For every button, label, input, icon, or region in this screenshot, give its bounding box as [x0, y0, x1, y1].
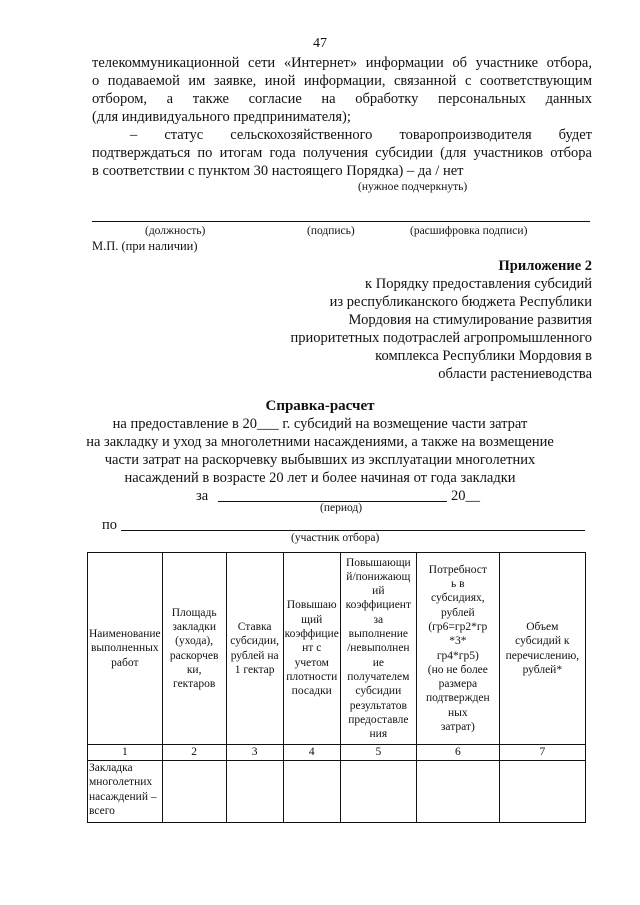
appendix-title: Приложение 2 [498, 258, 592, 274]
header-cell-7: Объем субсидий к перечислению, рублей* [499, 553, 585, 745]
column-number: 4 [283, 745, 340, 761]
participant-line [121, 530, 585, 531]
intro-line: в соответствии с пунктом 30 настоящего Порядка) – да / нет [92, 163, 464, 179]
calc-title: Справка-расчет [265, 398, 375, 414]
subsidy-table [87, 552, 586, 823]
column-number: 7 [499, 745, 585, 761]
page-number: 47 [313, 36, 327, 51]
header-cell-2: Площадь закладки (ухода), раскорчев ки, гектаров [162, 553, 226, 745]
intro-line: подтверждаться по итогам года получения субсидии (для участников отбора [92, 145, 592, 161]
column-number: 6 [416, 745, 499, 761]
period-caption: (период) [320, 502, 363, 514]
signature-line [92, 221, 590, 222]
header-cell-3: Ставка субсидии, рублей на 1 гектар [226, 553, 283, 745]
calc-line: насаждений в возрасте 20 лет и более начиная от года закладки [124, 470, 516, 486]
table-cell [340, 761, 416, 823]
calc-line: на закладку и уход за многолетними насаждениями, а также на возмещение [86, 434, 554, 450]
by-prefix: по [102, 517, 118, 533]
intro-line: (для индивидуального предпринимателя); [92, 109, 351, 125]
calc-line: части затрат на раскорчевку выбывших из эксплуатации многолетних [104, 452, 536, 468]
appendix-line: приоритетных подотраслей агропромышленного [290, 330, 592, 346]
table-cell [226, 761, 283, 823]
header-cell-4: Повышаю щий коэффицие нт с учетом плотности посадки [283, 553, 340, 745]
period-prefix: за [196, 488, 209, 504]
column-number: 2 [162, 745, 226, 761]
table-cell [416, 761, 499, 823]
header-cell-5: Повышающи й/понижающ ий коэффициент за выполнение /невыполнен ие получателем субсидии результатов предоставле ния [340, 553, 416, 745]
column-number: 5 [340, 745, 416, 761]
sign-caption: (подпись) [307, 225, 355, 237]
table-cell [283, 761, 340, 823]
table-cell [499, 761, 585, 823]
intro-line: – статус сельскохозяйственного товаропроизводителя будет [130, 127, 592, 143]
underline-hint: (нужное подчеркнуть) [358, 181, 468, 193]
row-label: Закладка многолетних насаждений – всего [88, 761, 163, 823]
appendix-line: к Порядку предоставления субсидий [365, 276, 592, 292]
stamp-caption: М.П. (при наличии) [92, 239, 198, 253]
numbers-row [88, 745, 586, 761]
table-row [88, 761, 586, 823]
intro-line: о подаваемой им заявке, иной информации, связанной с соответствующим [92, 73, 592, 89]
appendix-line: Мордовия на стимулирование развития [348, 312, 592, 328]
column-number: 1 [88, 745, 163, 761]
intro-line: телекоммуникационной сети «Интернет» информации об участнике отбора, [92, 55, 592, 71]
header-cell-6: Потребност ь в субсидиях, рублей (гр6=гр2*гр *3* гр4*гр5) (но не более размера подтвержден ных затрат) [416, 553, 499, 745]
appendix-line: из республиканского бюджета Республики [329, 294, 592, 310]
decode-caption: (расшифровка подписи) [410, 225, 528, 237]
period-suffix: 20__ [451, 488, 480, 504]
appendix-line: комплекса Республики Мордовия в [375, 348, 592, 364]
appendix-line: области растениеводства [438, 366, 592, 382]
column-number: 3 [226, 745, 283, 761]
header-row [88, 553, 586, 745]
position-caption: (должность) [145, 225, 206, 237]
intro-line: отбором, а также согласие на обработку персональных данных [92, 91, 592, 107]
calc-line: на предоставление в 20___ г. субсидий на возмещение части затрат [112, 416, 528, 432]
header-cell-1: Наименование выполненных работ [88, 553, 163, 745]
participant-caption: (участник отбора) [291, 532, 380, 544]
table-cell [162, 761, 226, 823]
